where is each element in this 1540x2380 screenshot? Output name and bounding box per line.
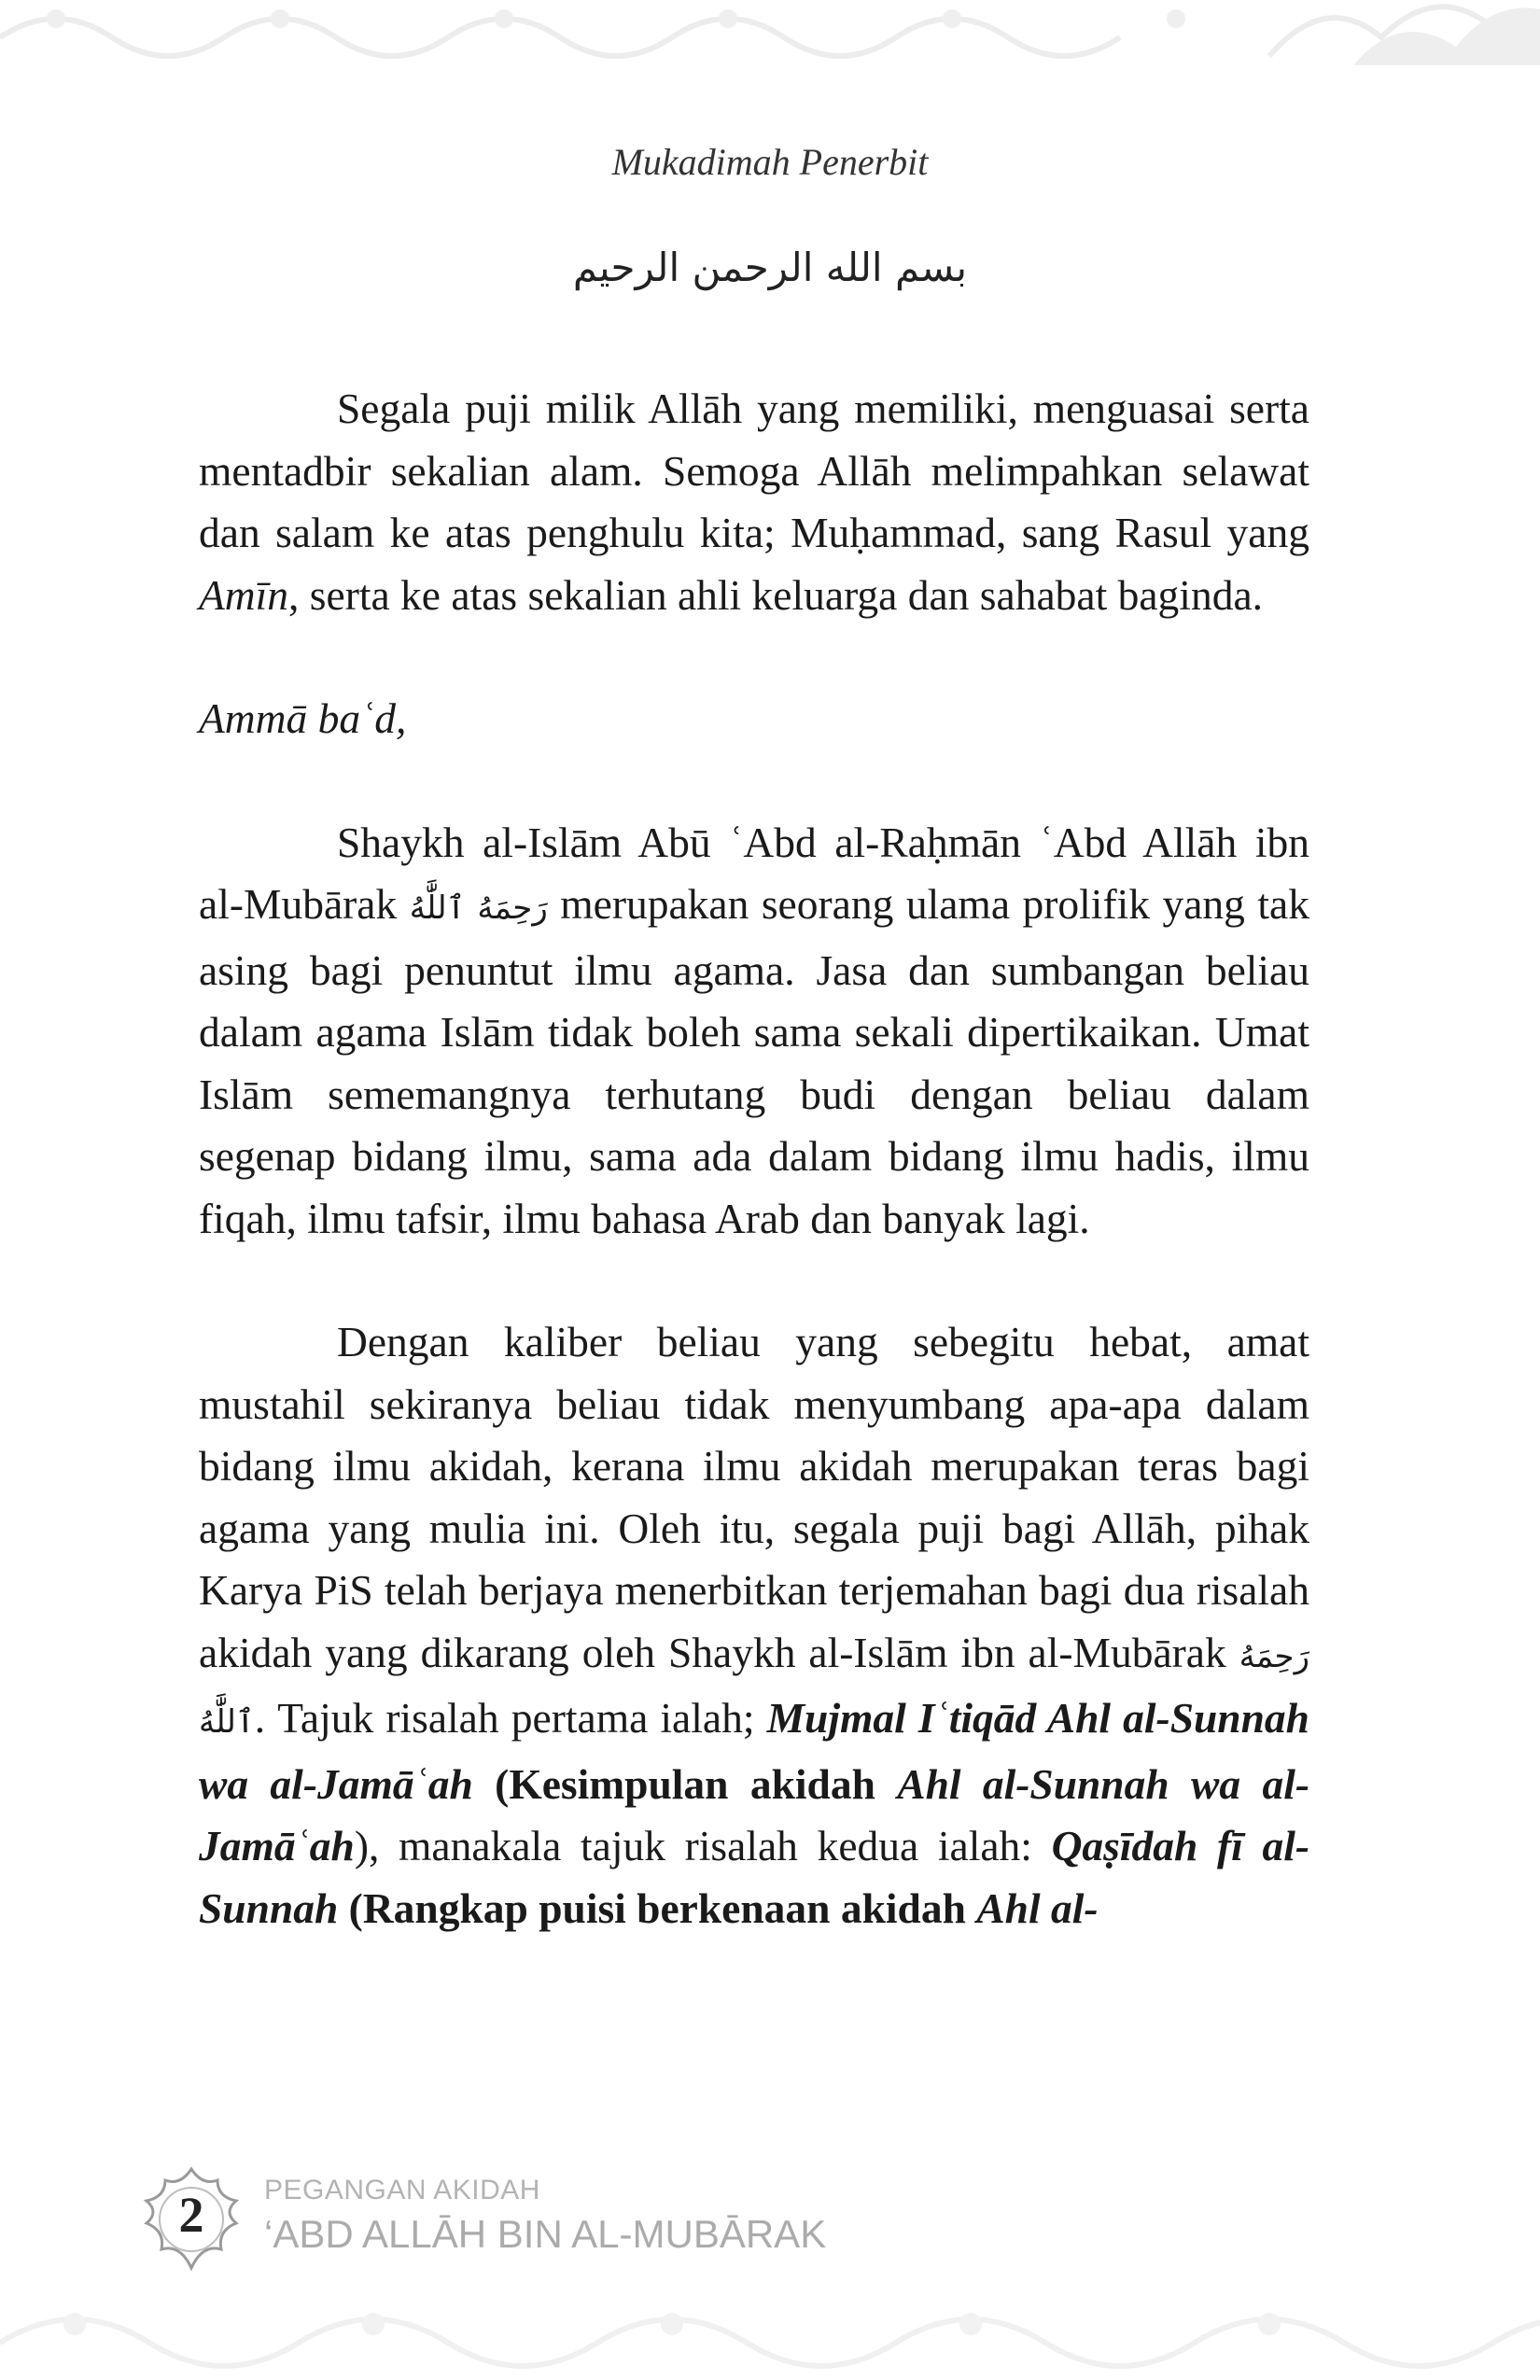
book-title-mujmal: Mujmal Iʿtiqād Ahl al-Sunnah wa al-Jamāʿah <box>199 1694 1309 1808</box>
bold-run: (Kesimpulan akidah <box>472 1759 898 1808</box>
book-title-line2: ‘ABD ALLĀH BIN AL-MUBĀRAK <box>264 2212 827 2256</box>
honorific-rahimahullah: رَحِمَهُ ٱللَّٰهُ <box>409 889 548 927</box>
paragraph-opening-praise <box>199 378 1309 626</box>
running-head: Mukadimah Penerbit <box>611 141 929 183</box>
text-run: merupakan seorang ulama prolifik yang tak asing bagi penuntut ilmu agama. Jasa dan sumbangan beliau dalam agama Islām tidak boleh sama sekali dipertikaikan. Umat Islām sememangnya terhutang budi dengan beliau dalam segenap bidang ilmu, sama ada dalam bidang ilmu hadis, ilmu fiqah, ilmu tafsir, ilmu bahasa Arab dan banyak lagi. <box>199 880 1309 1242</box>
honorific-rahimahullah: رَحِمَهُ ٱللَّٰهُ <box>199 1637 1309 1741</box>
bold-run: (Rangkap puisi berkenaan akidah <box>338 1883 977 1932</box>
italic-term: Amīn <box>199 570 289 619</box>
bottom-ornament-border <box>0 2259 1540 2380</box>
top-ornament-border <box>0 0 1540 65</box>
text-run: ), manakala tajuk risalah kedua ialah: <box>354 1822 1052 1869</box>
text-run: Shaykh al-Islām Abū ʿAbd al-Raḥmān ʿAbd Allāh ibn al-Mubārak <box>199 818 1309 928</box>
page-footer <box>135 2163 975 2275</box>
paragraph-risalah-description <box>199 1311 1309 1939</box>
text-run: . Tajuk risalah pertama ialah; <box>254 1694 767 1742</box>
page-number: 2 <box>178 2187 204 2243</box>
text-run: Dengan kaliber beliau yang sebegitu hebat, amat mustahil sekiranya beliau tidak menyumbang apa-apa dalam bidang ilmu akidah, kerana ilmu akidah merupakan teras bagi agama yang mulia ini. Oleh itu, segala puji bagi Allāh, pihak Karya PiS telah berjaya menerbitkan terjemahan bagi dua risalah akidah yang dikarang oleh Shaykh al-Islām ibn al-Mubārak <box>199 1318 1309 1676</box>
book-title-line1: PEGANGAN AKIDAH <box>264 2175 540 2205</box>
text-run: Segala puji milik Allāh yang memiliki, menguasai serta mentadbir sekalian alam. Semoga Allāh melimpahkan selawat dan salam ke atas penghulu kita; Muḥammad, sang Rasul yang <box>199 385 1309 556</box>
bold-italic-term: Ahl al- <box>976 1883 1099 1932</box>
main-text <box>199 378 1309 1939</box>
bold-italic-term: Ahl al-Sunnah wa al-Jamāʿah <box>199 1759 1309 1869</box>
paragraph-ibn-mubarak-intro <box>199 812 1309 1251</box>
paragraph-amma-bad: Ammā baʿd, <box>199 694 407 742</box>
text-run: , serta ke atas sekalian ahli keluarga dan sahabat baginda. <box>288 570 1264 619</box>
basmalah-calligraphy: بسم الله الرحمن الرحيم <box>572 245 968 290</box>
book-title-qasidah: Qaṣīdah fī al-Sunnah <box>199 1822 1309 1932</box>
